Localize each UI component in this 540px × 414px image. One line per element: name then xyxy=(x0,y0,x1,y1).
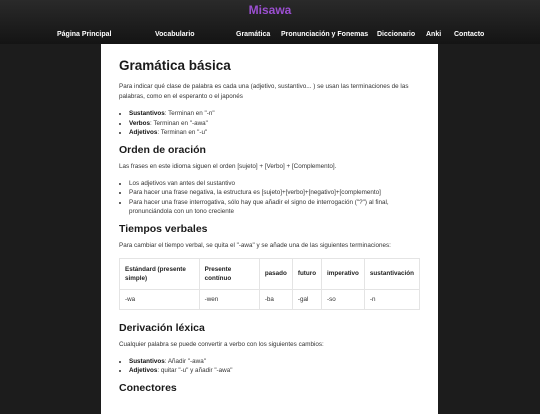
tenses-intro: Para cambiar el tiempo verbal, se quita el "-awa" y se añade una de las siguientes terminaciones: xyxy=(119,241,391,249)
term: Verbos xyxy=(129,119,150,127)
definition: : Terminan en "-awa" xyxy=(150,119,208,127)
column-header: Presente contínuo xyxy=(199,258,259,289)
table-cell: -n xyxy=(364,289,419,309)
site-header xyxy=(0,0,540,44)
content-card xyxy=(101,44,438,414)
section-heading-connectors: Conectores xyxy=(119,381,177,394)
table-header-row xyxy=(120,258,420,289)
page-title: Gramática básica xyxy=(119,58,231,73)
list-item xyxy=(129,119,420,129)
nav-diccionario[interactable]: Diccionario xyxy=(377,31,416,38)
definition: : Terminan en "-n" xyxy=(164,110,215,117)
table-row xyxy=(120,289,420,309)
order-list xyxy=(119,179,420,217)
section-heading-order: Orden de oración xyxy=(119,143,206,156)
table-cell: -wen xyxy=(199,289,259,309)
site-title[interactable]: Misawa xyxy=(248,3,292,17)
term: Adjetivos xyxy=(129,129,158,136)
definition: : Terminan en "-u" xyxy=(157,129,208,136)
tense-table xyxy=(119,258,420,310)
section-heading-tenses: Tiempos verbales xyxy=(119,222,208,235)
list-item xyxy=(129,109,420,119)
definition: : Añadir "-awa" xyxy=(164,357,206,365)
column-header: pasado xyxy=(259,258,292,289)
list-item: • Los adjetivos van antes del sustantivo xyxy=(129,179,420,189)
list-item: • Para hacer una frase negativa, la estructura es [sujeto]+[verbo]+[negativo]+[complemento] xyxy=(129,188,420,198)
list-item xyxy=(129,357,420,367)
column-header: sustantivación xyxy=(364,258,419,289)
intro-text: Para indicar qué clase de palabra es cada una (adjetivo, sustantivo... ) se usan las terminaciones de las palabras, como en el esperanto o el japonés xyxy=(119,83,409,100)
column-header: Estándard (presente simple) xyxy=(120,258,200,289)
term: Sustantivos xyxy=(129,110,165,117)
term: Sustantivos xyxy=(129,357,165,365)
column-header: futuro xyxy=(292,258,321,289)
definition: : quitar "-u" y añadir "-awa" xyxy=(157,367,233,374)
list-item: • Para hacer una frase interrogativa, sólo hay que añadir el signo de interrogación ("?") al final, pronunciándola con un tono creciente xyxy=(129,198,420,217)
nav-anki[interactable]: Anki xyxy=(426,31,442,38)
nav-pronunciacion[interactable]: Pronunciación y Fonemas xyxy=(281,31,369,38)
list-item xyxy=(129,366,420,376)
order-intro: Las frases en este idioma siguen el orden [sujeto] + [Verbo] + [Complemento]. xyxy=(119,162,337,170)
derivation-intro: Cualquier palabra se puede convertir a verbo con los siguientes cambios: xyxy=(119,340,324,348)
column-header: imperativo xyxy=(322,258,365,289)
nav-pagina-principal[interactable]: Página Principal xyxy=(57,31,112,38)
section-heading-derivation: Derivación léxica xyxy=(119,321,205,334)
term: Adjetivos xyxy=(129,367,158,374)
table-cell: -wa xyxy=(120,289,200,309)
list-item xyxy=(129,128,420,138)
table-cell: -ba xyxy=(259,289,292,309)
word-class-list xyxy=(119,109,420,138)
table-cell: -gal xyxy=(292,289,321,309)
nav-vocabulario[interactable]: Vocabulario xyxy=(155,31,195,38)
nav-gramatica[interactable]: Gramática xyxy=(236,31,271,38)
main-nav xyxy=(0,29,540,41)
nav-contacto[interactable]: Contacto xyxy=(454,31,485,38)
table-cell: -so xyxy=(322,289,365,309)
derivation-list xyxy=(119,357,420,376)
